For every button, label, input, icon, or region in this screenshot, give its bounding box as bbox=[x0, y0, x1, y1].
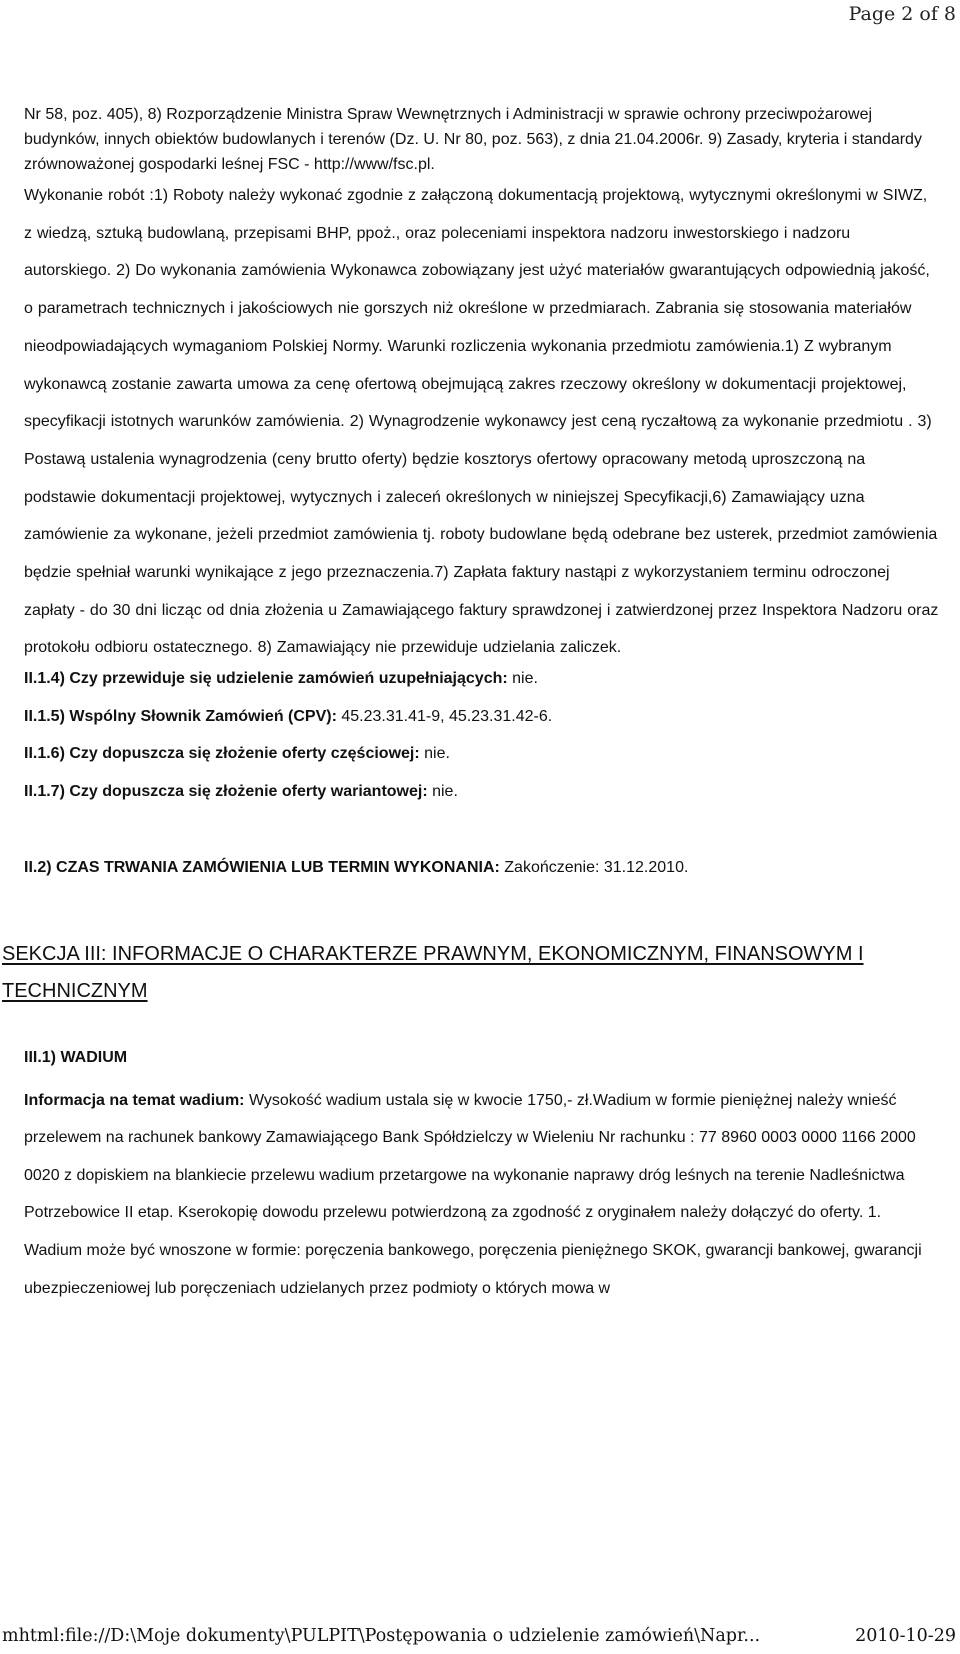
document-body bbox=[2, 102, 939, 1307]
wadium-text: Wysokość wadium ustala się w kwocie 1750,- zł.Wadium w formie pieniężnej należy wnieść przelewem na rachunek bankowy Zamawiającego Bank Spółdzielczy w Wieleniu Nr rachunku : 77 8960 0003 0000 1166 2000 0020 z dopiskiem na blankiecie przelewu wadium przetargowe na wykonanie naprawy dróg leśnych na terenie Nadleśnictwa Potrzebowice II etap. Kserokopię dowodu przelewu potwierdzoną za zgodność z oryginałem należy dołączyć do oferty. 1. Wadium może być wnoszone w formie: poręczenia bankowego, poręczenia pieniężnego SKOK, gwarancji bankowej, gwarancji ubezpieczeniowej lub poręczeniach udzielanych przez podmioty o których mowa w bbox=[24, 1091, 922, 1297]
wadium-label: Informacja na temat wadium: bbox=[24, 1091, 245, 1109]
completion-date bbox=[24, 856, 939, 880]
spec-value: nie. bbox=[507, 670, 538, 688]
spec-item-supplementary-orders bbox=[24, 667, 939, 691]
spec-item-partial-offer bbox=[24, 742, 939, 766]
completion-value: Zakończenie: 31.12.2010. bbox=[499, 858, 689, 876]
footer-path: mhtml:file://D:\Moje dokumenty\PULPIT\Postępowania o udzielenie zamówień\Napr... bbox=[2, 1626, 761, 1646]
spec-label: II.1.5) Wspólny Słownik Zamówień (CPV): bbox=[24, 707, 337, 725]
intro-paragraph: Nr 58, poz. 405), 8) Rozporządzenie Ministra Spraw Wewnętrznych i Administracji w sprawie ochrony przeciwpożarowej budynków, innych obiektów budowlanych i terenów (Dz. U. Nr 80, poz. 563), z dnia 21.04.2006r. 9) Zasady, kryteria i standardy zrównoważonej gospodarki leśnej FSC - http://www/fsc.pl. bbox=[24, 106, 922, 173]
page-indicator: Page 2 of 8 bbox=[848, 3, 956, 25]
wadium-paragraph bbox=[24, 1082, 939, 1308]
spec-label: II.1.7) Czy dopuszcza się złożenie oferty wariantowej: bbox=[24, 782, 428, 800]
page-footer bbox=[2, 1626, 958, 1646]
spec-value: nie. bbox=[419, 745, 450, 763]
works-paragraph: Wykonanie robót :1) Roboty należy wykonać zgodnie z załączoną dokumentacją projektową, wytycznymi określonymi w SIWZ, z wiedzą, sztuką budowlaną, przepisami BHP, ppoż., oraz poleceniami inspektora nadzoru inwestorskiego i nadzoru autorskiego. 2) Do wykonania zamówienia Wykonawca zobowiązany jest użyć materiałów gwarantujących odpowiednią jakość, o parametrach technicznych i jakościowych nie gorszych niż określone w przedmiarach. Zabrania się stosowania materiałów nieodpowiadających wymaganiom Polskiej Normy. Warunki rozliczenia wykonania przedmiotu zamówienia.1) Z wybranym wykonawcą zostanie zawarta umowa za cenę ofertową obejmującą zakres rzeczowy określony w dokumentacji projektowej, specyfikacji istotnych warunków zamówienia. 2) Wynagrodzenie wykonawcy jest ceną ryczałtową za wykonanie przedmiotu . 3) Postawą ustalenia wynagrodzenia (ceny brutto oferty) będzie kosztorys ofertowy opracowany metodą uproszczoną na podstawie dokumentacji projektowej, wytycznych i zaleceń określonych w niniejszej Specyfikacji,6) Zamawiający uzna zamówienie za wykonane, jeżeli przedmiot zamówienia tj. roboty budowlane będą odebrane bez usterek, przedmiot zamówienia będzie spełniał warunki wynikające z jego przeznaczenia.7) Zapłata faktury nastąpi z wykorzystaniem terminu odroczonej zapłaty - do 30 dni licząc od dnia złożenia u Zamawiającego faktury sprawdzonej i zatwierdzonej przez Inspektora Nadzoru oraz protokołu odbioru ostatecznego. 8) Zamawiający nie przewiduje udzielania zaliczek. bbox=[24, 187, 939, 657]
spec-label: II.1.6) Czy dopuszcza się złożenie oferty częściowej: bbox=[24, 745, 420, 763]
footer-date: 2010-10-29 bbox=[855, 1626, 956, 1646]
completion-label: II.2) CZAS TRWANIA ZAMÓWIENIA LUB TERMIN WYKONANIA: bbox=[24, 858, 500, 876]
spec-label: II.1.4) Czy przewiduje się udzielenie zamówień uzupełniających: bbox=[24, 670, 508, 688]
spec-item-cpv bbox=[24, 705, 939, 729]
wadium-title: III.1) WADIUM bbox=[24, 1048, 128, 1066]
spec-value: 45.23.31.41-9, 45.23.31.42-6. bbox=[336, 707, 553, 725]
spec-list bbox=[24, 667, 939, 804]
section-heading: SEKCJA III: INFORMACJE O CHARAKTERZE PRAWNYM, EKONOMICZNYM, FINANSOWYM I TECHNICZNYM bbox=[2, 942, 864, 1002]
spec-value: nie. bbox=[427, 782, 458, 800]
spec-item-variant-offer bbox=[24, 780, 939, 804]
